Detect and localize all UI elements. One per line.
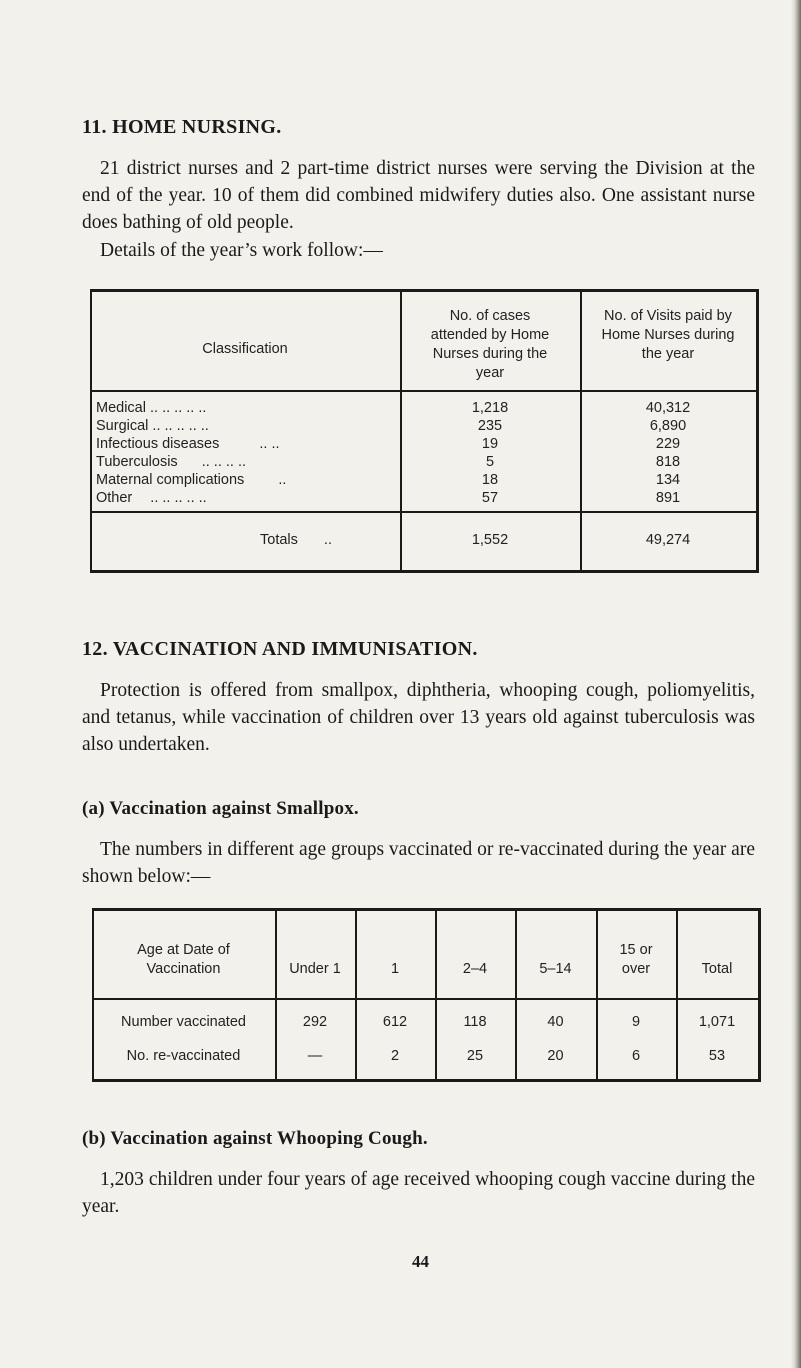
page-number: 44 <box>412 1252 429 1271</box>
row-label: Other <box>96 490 133 506</box>
row-dots: .. .. .. .. .. <box>150 400 207 416</box>
row-label: Surgical <box>96 418 149 434</box>
row-visits: 229 <box>655 436 681 452</box>
cell-2-4: 118 <box>463 1014 487 1030</box>
row-cases: 57 <box>481 490 499 506</box>
row-visits: 818 <box>655 454 681 470</box>
subsection-a-paragraph: The numbers in different age groups vaccinated or re-vaccinated during the year are shown below:— <box>82 839 755 887</box>
row-dots: .. <box>278 472 287 488</box>
page-edge-shadow <box>791 0 801 1368</box>
row-cases: 5 <box>485 454 495 470</box>
cell-total: 1,071 <box>698 1014 736 1030</box>
header-total: Total <box>701 961 733 977</box>
row-cases: 19 <box>481 436 499 452</box>
smallpox-vaccination-table <box>92 908 760 1082</box>
cell-2-4: 25 <box>466 1048 484 1064</box>
row-visits: 6,890 <box>649 418 687 434</box>
totals-cases: 1,552 <box>471 532 509 548</box>
row-dots: .. .. .. .. .. <box>152 418 209 434</box>
row-label: Medical <box>96 400 146 416</box>
cell-total: 53 <box>708 1048 726 1064</box>
cell-5-14: 40 <box>547 1014 564 1030</box>
section-11-heading: 11. HOME NURSING. <box>82 116 282 138</box>
header-5-14: 5–14 <box>539 961 572 977</box>
subsection-b-paragraph: 1,203 children under four years of age received whooping cough vaccine during the year. <box>82 1169 755 1217</box>
section-12-heading: 12. VACCINATION AND IMMUNISATION. <box>82 638 478 660</box>
row-dots: .. .. <box>259 436 280 452</box>
row-dots: .. .. .. .. <box>201 454 247 470</box>
cell-5-14: 20 <box>547 1048 564 1064</box>
header-15-or-over: 15 or over <box>619 942 653 977</box>
home-nursing-table <box>90 289 758 573</box>
totals-label: Totals <box>260 532 298 548</box>
row-cases: 18 <box>481 472 499 488</box>
cell-under-1: — <box>307 1048 323 1064</box>
row-cases: 1,218 <box>471 400 509 416</box>
row-visits: 891 <box>655 490 681 506</box>
row-label: Maternal complications <box>96 472 245 488</box>
section-11-paragraph: 21 district nurses and 2 part-time district nurses were serving the Division at the end of the year. 10 of them did combined midwifery duties also. One assistant nurse does bathing of old people. <box>82 158 755 233</box>
header-under-1: Under 1 <box>289 961 341 977</box>
header-visits: No. of Visits paid by Home Nurses during the year <box>601 308 735 362</box>
row-label: Tuberculosis <box>96 454 178 470</box>
header-classification: Classification <box>202 341 288 357</box>
section-12-paragraph: Protection is offered from smallpox, diphtheria, whooping cough, poliomyelitis, and tetanus, while vaccination of children over 13 years old against tuberculosis was also undertaken. <box>82 680 755 755</box>
totals-dots: .. <box>323 532 332 548</box>
row-cases: 235 <box>477 418 503 434</box>
cell-15-or-over: 6 <box>631 1048 641 1064</box>
header-1: 1 <box>390 961 400 977</box>
row-visits: 134 <box>655 472 681 488</box>
subsection-b-heading: (b) Vaccination against Whooping Cough. <box>82 1128 428 1149</box>
row-dots: .. .. .. .. .. <box>150 490 207 506</box>
header-age: Age at Date of Vaccination <box>137 942 230 977</box>
row-visits: 40,312 <box>645 400 691 416</box>
header-2-4: 2–4 <box>462 961 488 977</box>
cell-under-1: 292 <box>302 1014 328 1030</box>
row-label: Infectious diseases <box>96 436 220 452</box>
row-label: Number vaccinated <box>121 1014 246 1030</box>
subsection-a-heading: (a) Vaccination against Smallpox. <box>82 798 359 819</box>
cell-1: 2 <box>390 1048 400 1064</box>
section-11-details-line: Details of the year’s work follow:— <box>100 240 383 261</box>
totals-visits: 49,274 <box>645 532 691 548</box>
cell-1: 612 <box>382 1014 408 1030</box>
row-label: No. re-vaccinated <box>126 1048 241 1064</box>
header-cases: No. of cases attended by Home Nurses during the year <box>430 308 550 381</box>
cell-15-or-over: 9 <box>631 1014 641 1030</box>
